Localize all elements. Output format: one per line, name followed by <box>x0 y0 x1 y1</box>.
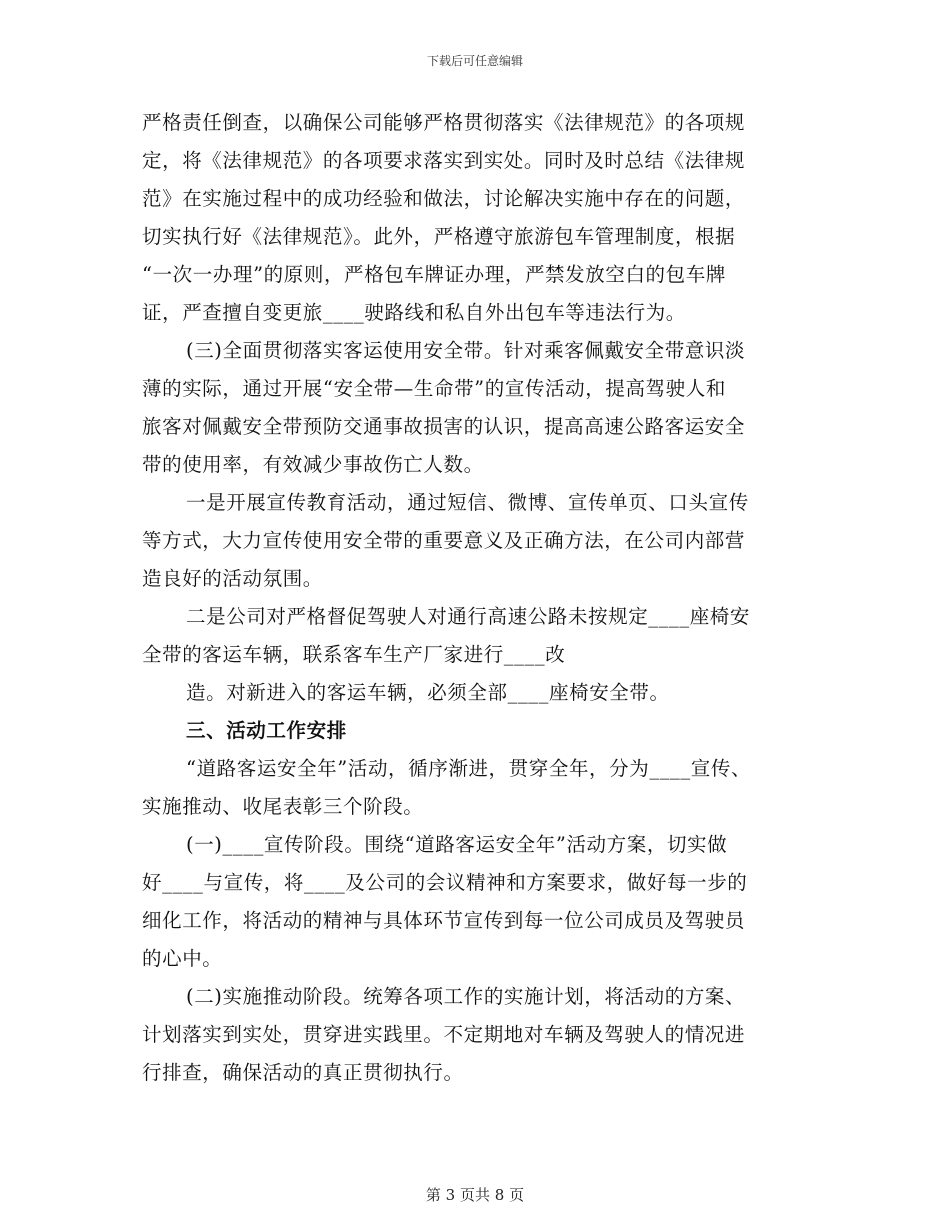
body-line: 行排查，确保活动的真正贯彻执行。 <box>142 1061 464 1084</box>
body-line: 严格责任倒查，以确保公司能够严格贯彻落实《法律规范》的各项规 <box>142 111 746 134</box>
body-line: 计划落实到实处，贯穿进实践里。不定期地对车辆及驾驶人的情况进 <box>142 1023 746 1046</box>
body-line: 细化工作，将活动的精神与具体环节宣传到每一位公司成员及驾驶员 <box>142 909 746 932</box>
body-line: 切实执行好《法律规范》。此外，严格遵守旅游包车管理制度，根据 <box>142 225 736 248</box>
body-line: “一次一办理”的原则，严格包车牌证办理，严禁发放空白的包车牌 <box>142 263 726 286</box>
paragraph-start-line: 二是公司对严格督促驾驶人对通行高速公路未按规定____座椅安 <box>186 605 751 628</box>
body-line: 的心中。 <box>142 947 223 970</box>
body-line: 定，将《法律规范》的各项要求落实到实处。同时及时总结《法律规 <box>142 149 746 172</box>
paragraph-start-line: 造。对新进入的客运车辆，必须全部____座椅安全带。 <box>186 681 670 704</box>
paragraph-start-line: (二)实施推动阶段。统筹各项工作的实施计划，将活动的方案、 <box>186 985 746 1008</box>
body-line: 全带的客运车辆，联系客车生产厂家进行____改 <box>142 643 566 666</box>
body-line: 好____与宣传，将____及公司的会议精神和方案要求，做好每一步的 <box>142 871 748 894</box>
section-heading: 三、活动工作安排 <box>186 719 347 742</box>
paragraph-start-line: (三)全面贯彻落实客运使用安全带。针对乘客佩戴安全带意识淡 <box>186 339 746 362</box>
body-line: 范》在实施过程中的成功经验和做法，讨论解决实施中存在的问题， <box>142 187 746 210</box>
body-line: 等方式，大力宣传使用安全带的重要意义及正确方法，在公司内部营 <box>142 529 746 552</box>
paragraph-start-line: (一)____宣传阶段。围绕“道路客运安全年”活动方案，切实做 <box>186 833 728 856</box>
page-footer: 第 3 页共 8 页 <box>425 1186 525 1204</box>
body-line: 实施推动、收尾表彰三个阶段。 <box>142 795 424 818</box>
body-line: 带的使用率，有效减少事故伤亡人数。 <box>142 453 484 476</box>
body-line: 造良好的活动氛围。 <box>142 567 323 590</box>
body-line: 薄的实际，通过开展“安全带—生命带”的宣传活动，提高驾驶人和 <box>142 377 726 400</box>
paragraph-start-line: 一是开展宣传教育活动，通过短信、微博、宣传单页、口头宣传 <box>186 491 749 514</box>
body-line: 旅客对佩戴安全带预防交通事故损害的认识，提高高速公路客运安全 <box>142 415 746 438</box>
page-header: 下载后可任意编辑 <box>426 54 523 68</box>
body-line: 证，严查擅自变更旅____驶路线和私自外出包车等违法行为。 <box>142 301 686 324</box>
paragraph-start-line: “道路客运安全年”活动，循序渐进，贯穿全年，分为____宣传、 <box>186 757 752 780</box>
